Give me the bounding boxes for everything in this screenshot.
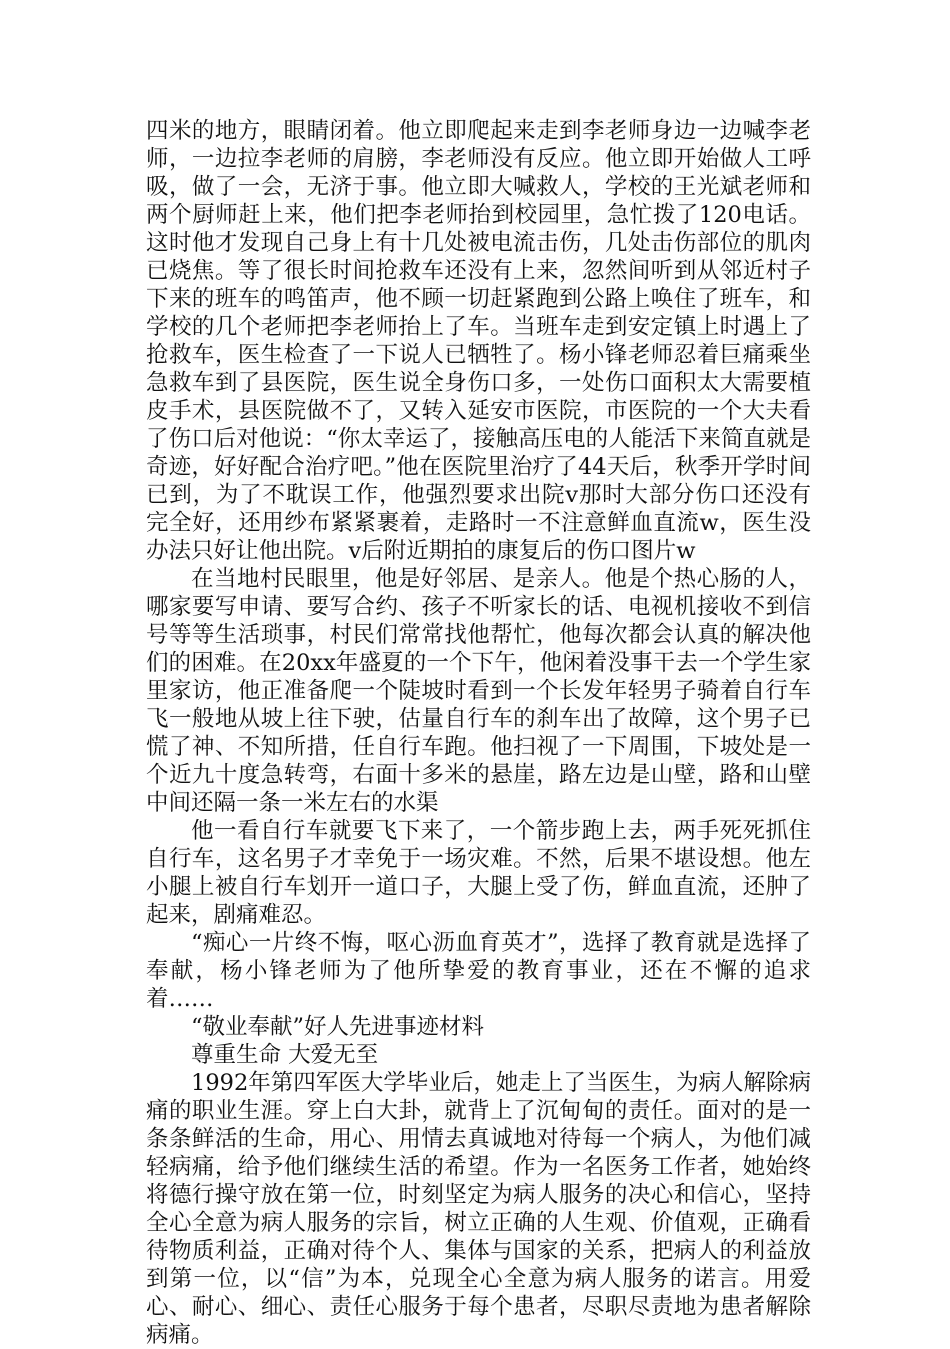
section-subtitle: 尊重生命 大爱无至 — [191, 1042, 379, 1068]
paragraph-rescue-story: 四米的地方，眼睛闭着。他立即爬起来走到李老师身边一边喊李老师，一边拉李老师的肩膀，李老师没有反应。他立即开始做人工呼吸，做了一会，无济于事。他立即大喊救人，学校的王光斌老师和两个厨师赶上来，他们把李老师抬到校园里，急忙拨了120电话。这时他才发现自己身上有十几处被电流击伤，几处击伤部位的肌肉已烧焦。等了很长时间抢救车还没有上来，忽然间听到从邻近村子下来的班车的鸣笛声，他不顾一切赶紧跑到公路上唤住了班车，和学校的几个老师把李老师抬上了车。当班车走到安定镇上时遇上了抢救车，医生检查了一下说人已牺牲了。杨小锋老师忍着巨痛乘坐急救车到了县医院，医生说全身伤口多，一处伤口面积太大需要植皮手术，县医院做不了，又转入延安市医院，市医院的一个大夫看了伤口后对他说：“你太幸运了，接触高压电的人能活下来简直就是奇迹，好好配合治疗吧。”他在医院里治疗了44天后，秋季开学时间已到，为了不耽误工作，他强烈要求出院v那时大部分伤口还没有完全好，还用纱布紧紧裹着，走路时一不注意鲜血直流w，医生没办法只好让他出院。v后附近期拍的康复后的伤口图片w — [146, 118, 811, 564]
paragraph-villagers: 在当地村民眼里，他是好邻居、是亲人。他是个热心肠的人，哪家要写申请、要写合约、孩子不听家长的话、电视机接收不到信号等等生活琐事，村民们常常找他帮忙，他每次都会认真的解决他们的困难。在20xx年盛夏的一个下午，他闲着没事干去一个学生家里家访，他正准备爬一个陡坡时看到一个长发年轻男子骑着自行车飞一般地从坡上往下驶，估量自行车的刹车出了故障，这个男子已慌了神、不知所措，任自行车跑。他扫视了一下周围，下坡处是一个近九十度急转弯，右面十多米的悬崖，路左边是山壁，路和山壁中间还隔一条一米左右的水渠 — [146, 566, 811, 816]
paragraph-dedication: “痴心一片终不悔，呕心沥血育英才”，选择了教育就是选择了奉献，杨小锋老师为了他所挚爱的教育事业，还在不懈的追求着…… — [146, 930, 811, 1012]
document-body — [146, 117, 811, 1349]
paragraph-doctor-career: 1992年第四军医大学毕业后，她走上了当医生，为病人解除病痛的职业生涯。穿上白大卦，就背上了沉甸甸的责任。面对的是一条条鲜活的生命，用心、用情去真诚地对待每一个病人，为他们减轻病痛，给予他们继续生活的希望。作为一名医务工作者，她始终将德行操守放在第一位，时刻坚定为病人服务的决心和信心，坚持全心全意为病人服务的宗旨，树立正确的人生观、价值观，正确看待物质利益，正确对待个人、集体与国家的关系，把病人的利益放到第一位，以“信”为本，兑现全心全意为病人服务的诺言。用爱心、耐心、细心、责任心服务于每个患者，尽职尽责地为患者解除病痛。 — [146, 1070, 811, 1348]
section-title: “敬业奉献”好人先进事迹材料 — [191, 1014, 485, 1040]
paragraph-bicycle-rescue: 他一看自行车就要飞下来了，一个箭步跑上去，两手死死抓住自行车，这名男子才幸免于一场灾难。不然，后果不堪设想。他左小腿上被自行车划开一道口子，大腿上受了伤，鲜血直流，还肿了起来，剧痛难忍。 — [146, 818, 811, 928]
